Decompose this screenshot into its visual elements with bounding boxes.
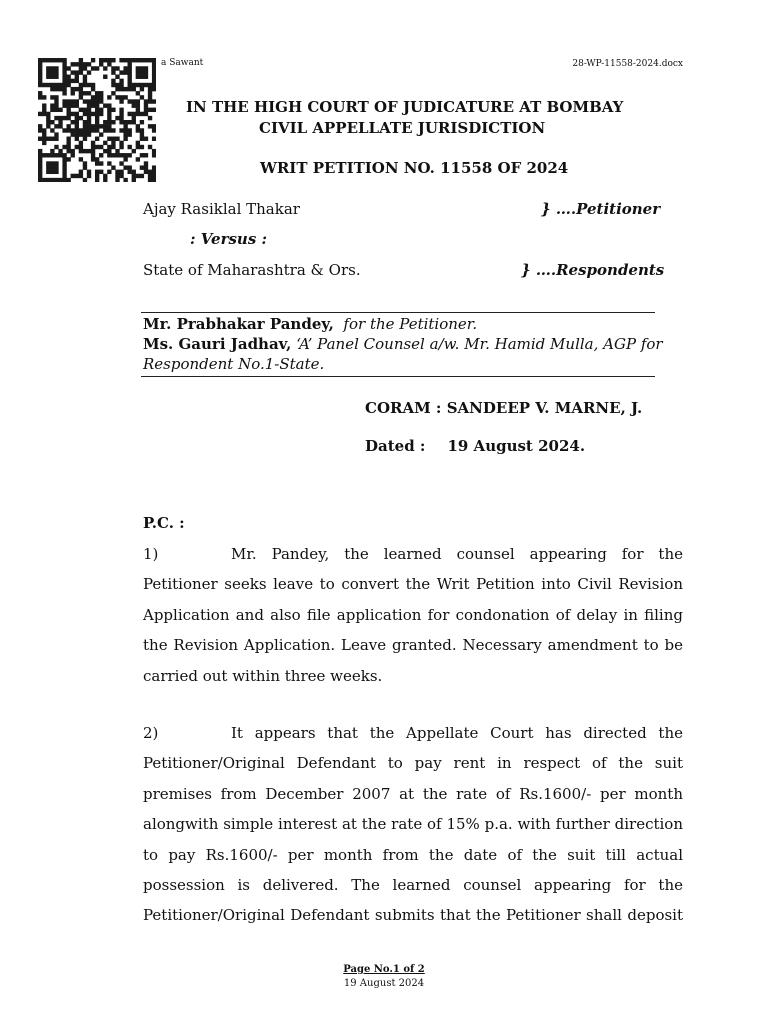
coram: CORAM : SANDEEP V. MARNE, J. [365,399,643,417]
writ-petition-number: WRIT PETITION NO. 11558 OF 2024 [260,159,569,177]
para2-line: to pay Rs.1600/- per month from the date of the suit till actual [143,845,683,864]
para2-number: 2) [143,724,159,742]
respondent-counsel-role: ‘A’ Panel Counsel a/w. Mr. Hamid Mulla, AGP for [296,335,663,353]
petitioner-counsel-name: Mr. Prabhakar Pandey, [143,315,334,333]
petitioner-role: } ….Petitioner [541,200,661,218]
para2-line: 2) It appears that the Appellate Court has directed the [143,718,683,748]
document-filename: 28-WP-11558-2024.docx [572,59,683,69]
dated-value: 19 August 2024. [447,437,586,455]
respondent-name: State of Maharashtra & Ors. [143,261,361,279]
divider-bottom [141,376,655,377]
para2-line: Petitioner/Original Defendant to pay rent in respect of the suit [143,754,683,773]
para1-line: the Revision Application. Leave granted. Necessary amendment to be [143,636,683,655]
jurisdiction: CIVIL APPELLATE JURISDICTION [259,119,546,137]
para1-line: Petitioner seeks leave to convert the Writ Petition into Civil Revision [143,575,683,594]
respondent-counsel-name: Ms. Gauri Jadhav, [143,335,292,353]
qr-code-image [38,58,156,182]
para2-line: premises from December 2007 at the rate of Rs.1600/- per month [143,784,683,803]
counsel-block [143,314,678,374]
paragraph-2 [143,718,683,931]
para1-line: 1) Mr. Pandey, the learned counsel appearing for the [143,539,683,569]
pc-label: P.C. : [143,514,185,532]
divider-top [141,312,655,313]
petitioner-counsel-role: for the Petitioner. [343,315,478,333]
paragraph-1 [143,539,683,691]
para2-line: possession is delivered. The learned counsel appearing for the [143,876,683,895]
court-name: IN THE HIGH COURT OF JUDICATURE AT BOMBAY [186,98,624,116]
counsel-line-2 [143,334,678,354]
counsel-line-1 [143,314,678,334]
footer-date: 19 August 2024 [343,978,425,989]
para2-line: alongwith simple interest at the rate of 15% p.a. with further direction [143,815,683,834]
court-heading [186,97,623,139]
page-number: Page No.1 of 2 [343,964,425,975]
respondent-counsel-role-cont: Respondent No.1-State. [143,355,325,373]
dated-line [365,437,585,455]
counsel-line-3 [143,354,678,374]
respondent-role: } ….Respondents [521,261,665,279]
para1-line: Application and also file application for condonation of delay in filing [143,605,683,624]
para1-line: carried out within three weeks. [143,666,383,685]
para1-number: 1) [143,545,159,563]
versus-label: : Versus : [190,230,268,248]
para2-line: Petitioner/Original Defendant submits that the Petitioner shall deposit [143,906,683,925]
signer-name: a Sawant [161,58,204,68]
dated-label: Dated : [365,437,426,455]
petitioner-name: Ajay Rasiklal Thakar [143,200,300,218]
